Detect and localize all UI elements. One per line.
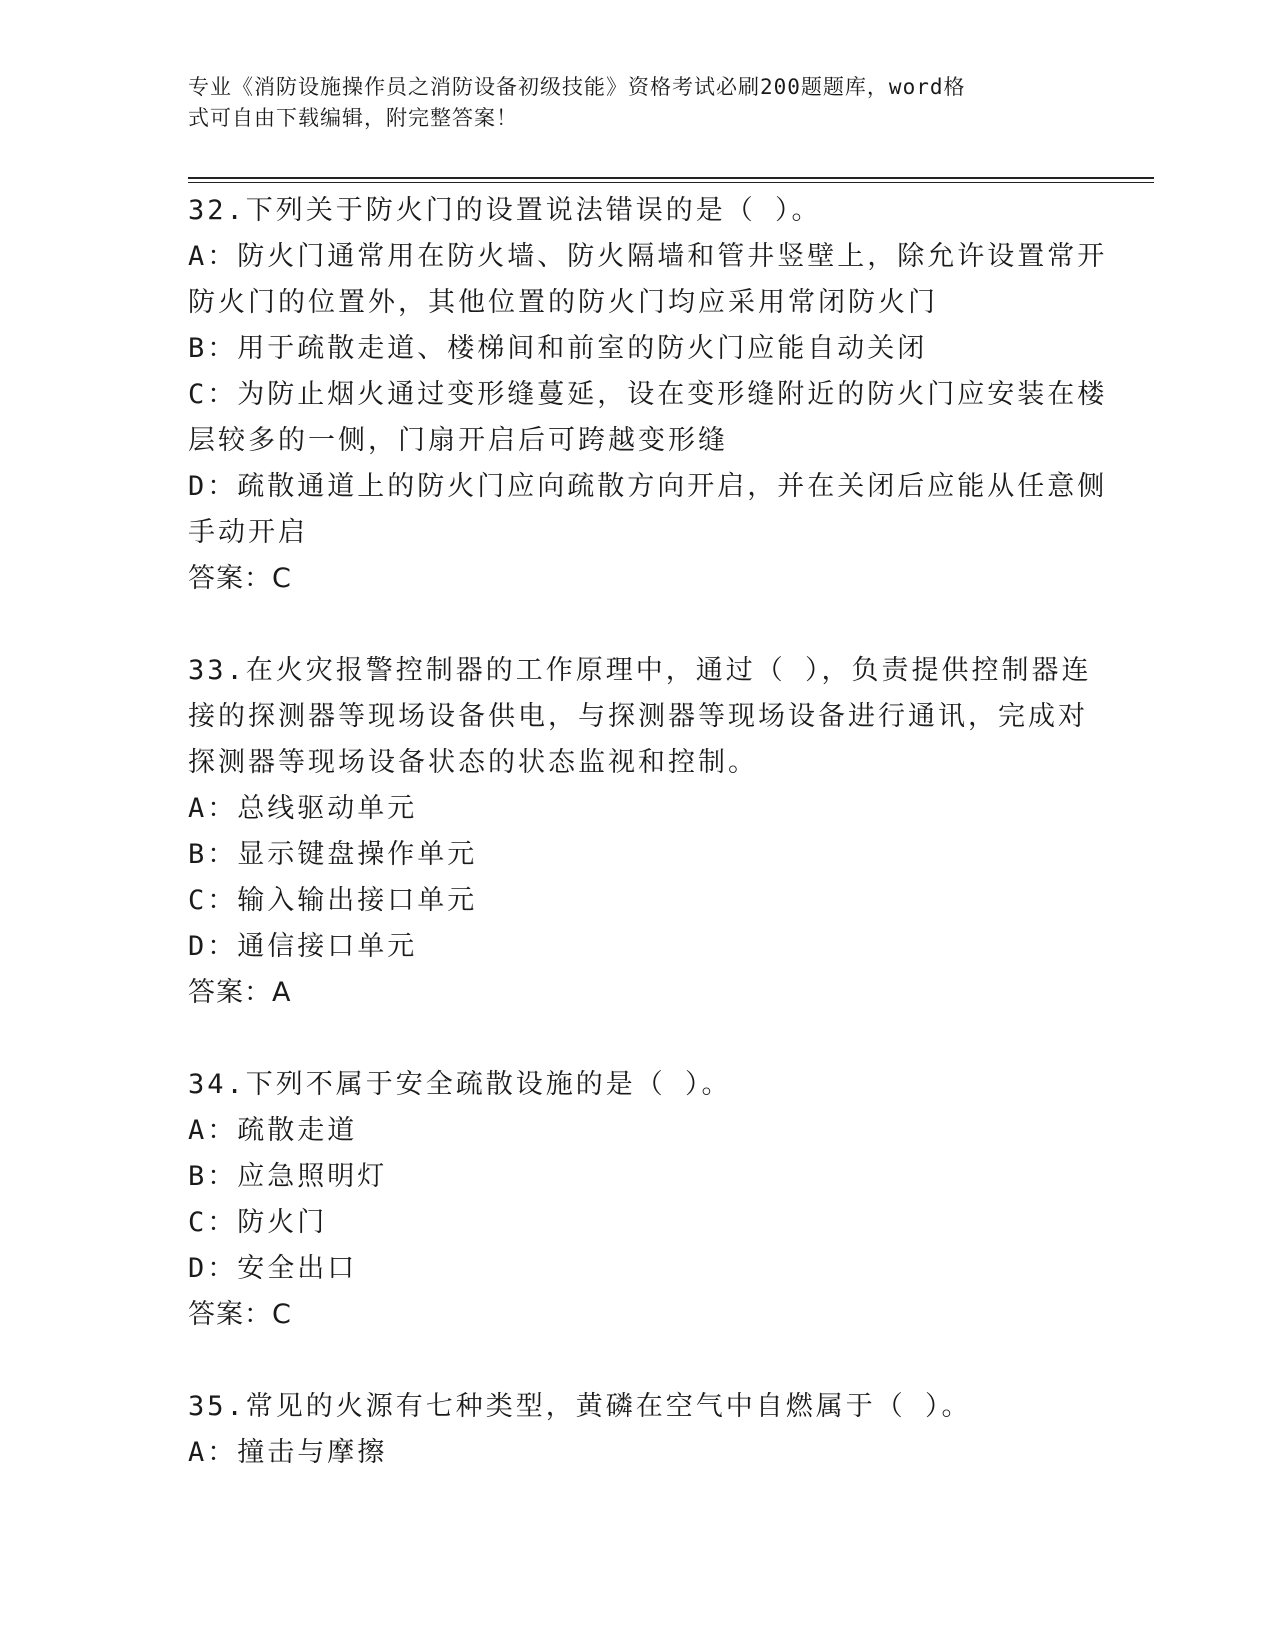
answer: 答案：C	[188, 1299, 292, 1330]
option-d: D：通信接口单元	[188, 931, 418, 962]
question-32	[188, 188, 1108, 602]
question-list	[188, 188, 1108, 1476]
question-stem-cont: 接的探测器等现场设备供电，与探测器等现场设备进行通讯，完成对	[188, 701, 1088, 732]
question-stem: 34.下列不属于安全疏散设施的是（ ）。	[188, 1069, 732, 1100]
option-a-cont: 防火门的位置外，其他位置的防火门均应采用常闭防火门	[188, 287, 938, 318]
option-b: B：显示键盘操作单元	[188, 839, 478, 870]
question-stem: 32.下列关于防火门的设置说法错误的是（ ）。	[188, 195, 822, 226]
option-a: A：总线驱动单元	[188, 793, 418, 824]
option-d: D：安全出口	[188, 1253, 358, 1284]
option-a: A：防火门通常用在防火墙、防火隔墙和管井竖壁上，除允许设置常开	[188, 241, 1108, 272]
answer: 答案：A	[188, 977, 292, 1008]
option-a: A：疏散走道	[188, 1115, 358, 1146]
question-stem-cont: 探测器等现场设备状态的状态监视和控制。	[188, 747, 758, 778]
question-35	[188, 1384, 1088, 1476]
option-b: B：应急照明灯	[188, 1161, 388, 1192]
question-spacer	[188, 1016, 1088, 1062]
option-c: C：防火门	[188, 1207, 328, 1238]
header-divider-thick	[188, 177, 1154, 179]
option-b: B：用于疏散走道、楼梯间和前室的防火门应能自动关闭	[188, 333, 928, 364]
option-c-cont: 层较多的一侧，门扇开启后可跨越变形缝	[188, 425, 728, 456]
question-spacer	[188, 1338, 1088, 1384]
header-line: 式可自由下载编辑，附完整答案！	[188, 106, 518, 130]
question-stem: 33.在火灾报警控制器的工作原理中，通过（ ），负责提供控制器连	[188, 655, 1092, 686]
question-stem: 35.常见的火源有七种类型，黄磷在空气中自燃属于（ ）。	[188, 1391, 972, 1422]
question-spacer	[188, 602, 1088, 648]
option-d-cont: 手动开启	[188, 517, 308, 548]
header-divider-thin	[188, 182, 1154, 183]
option-d: D：疏散通道上的防火门应向疏散方向开启，并在关闭后应能从任意侧	[188, 471, 1108, 502]
question-33	[188, 648, 1092, 1016]
answer: 答案：C	[188, 563, 292, 594]
header-line: 专业《消防设施操作员之消防设备初级技能》资格考试必刷200题题库，word格	[188, 75, 966, 99]
option-c: C：为防止烟火通过变形缝蔓延，设在变形缝附近的防火门应安装在楼	[188, 379, 1108, 410]
question-34	[188, 1062, 1088, 1338]
option-a: A：撞击与摩擦	[188, 1437, 388, 1468]
document-header	[188, 72, 1088, 134]
option-c: C：输入输出接口单元	[188, 885, 478, 916]
